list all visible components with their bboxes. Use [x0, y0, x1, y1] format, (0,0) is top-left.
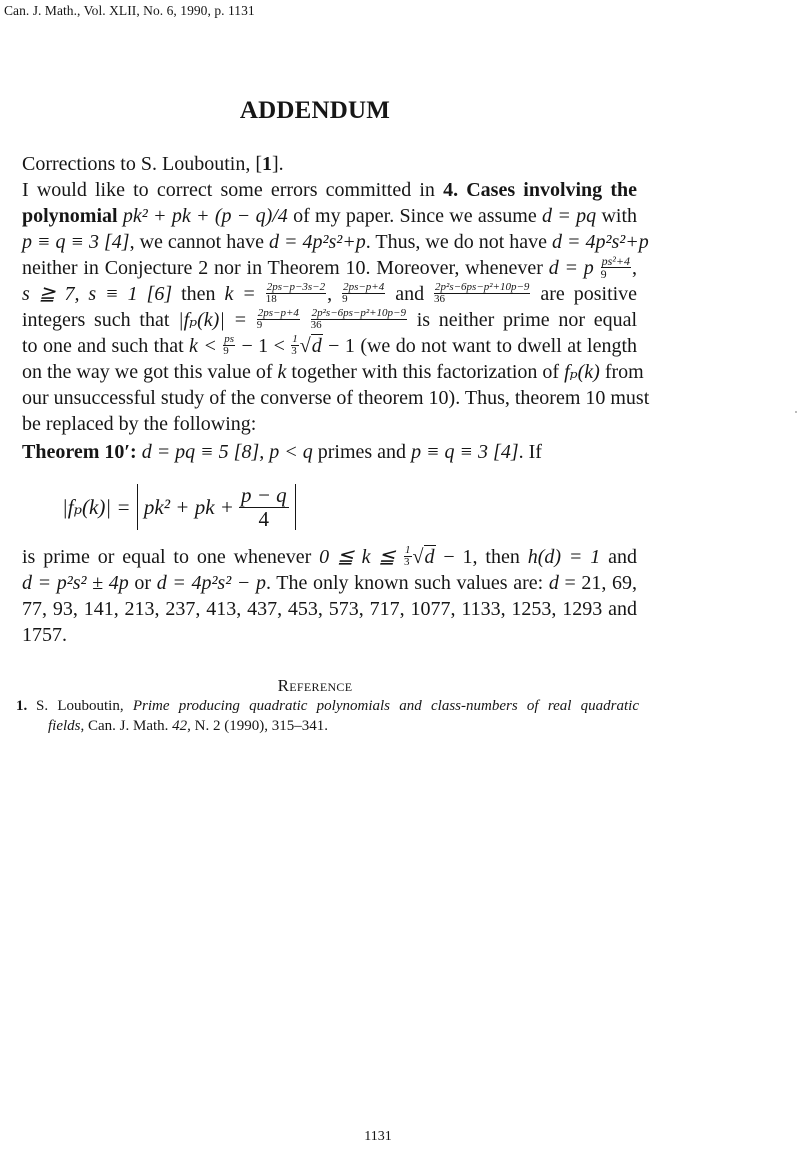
reference-line1: [36, 696, 639, 716]
reference-number: 1.: [16, 698, 28, 714]
page-number: 1131: [364, 1129, 392, 1144]
reference-pages: , N. 2 (1990), 315–341.: [187, 718, 328, 734]
text: and: [600, 546, 637, 568]
para1-line10: be replaced by the following:: [22, 413, 257, 435]
page-title: ADDENDUM: [239, 97, 391, 124]
theorem-line3: [22, 571, 637, 595]
math: s ≧ 7, s ≡ 1 [6]: [22, 283, 173, 305]
text: , we cannot have: [129, 231, 269, 253]
math: d = 4p²s² − p: [156, 572, 266, 594]
reference-volume: 42: [172, 718, 188, 734]
text: integers such that: [22, 309, 179, 331]
fraction-denominator: 9: [342, 292, 348, 305]
fraction-numerator: 2ps−p+4: [343, 280, 385, 293]
math: h(d) = 1: [527, 546, 601, 568]
equation-rhs: pk² + pk +: [143, 494, 234, 519]
para1-line2: [22, 204, 637, 228]
para1-line7: [22, 334, 637, 359]
math: k =: [224, 283, 265, 305]
text: . Thus, we do not have: [365, 231, 553, 253]
text: are positive: [540, 283, 638, 305]
fraction: [257, 308, 300, 331]
text: of my paper. Since we assume: [287, 205, 543, 227]
fraction-numerator: ps: [224, 332, 235, 345]
fraction-numerator: ps²+4: [601, 253, 630, 268]
math: d = 4p²s²+p: [268, 231, 366, 253]
theorem-line5: 1757.: [22, 624, 67, 646]
fraction-denominator: 9: [256, 318, 263, 331]
text: primes and: [312, 441, 412, 463]
math: d = p²s² ± 4p: [22, 572, 129, 594]
text: from: [599, 361, 644, 383]
reference-title-cont: fields: [48, 718, 81, 734]
text: to one and such that: [22, 335, 190, 357]
math: d = p: [548, 257, 594, 279]
theorem-line1: [22, 440, 637, 464]
scan-artifact: [795, 411, 797, 413]
para1-line5: s ≧ 7, s ≡ 1 [6] then k = $\frac{2ps-p-3s-2}{18}$ , $\frac{2ps-p+4}{9}$ and $\frac{\text{2p²s−6ps−p²+10p−9}}{36}$ are positive: [22, 280, 638, 305]
fraction-numerator: p − q: [240, 482, 287, 507]
math: 0 ≦ k ≦: [319, 546, 396, 568]
para1-line3: [22, 230, 649, 254]
math: − 1: [322, 335, 355, 357]
sqrt: √d: [412, 546, 435, 568]
journal-header: Can. J. Math., Vol. XLII, No. 6, 1990, p. 1131: [4, 3, 255, 18]
math: d = pq ≡ 5 [8], p < q: [136, 441, 313, 463]
text: . The only known such values are:: [265, 572, 549, 594]
intro-text: Corrections to S. Louboutin, [: [22, 153, 262, 175]
intro-end: ].: [271, 153, 284, 175]
math: |fₚ(k)| =: [178, 309, 256, 331]
para1-line4: neither in Conjecture 2 nor in Theorem 10. Moreover, whenever d = p $\frac{\text{ps²+4}}{9}$ ,: [22, 253, 637, 281]
theorem-line2: [22, 545, 637, 570]
math: d = pq: [542, 205, 597, 227]
reference-item: [16, 696, 640, 736]
citation-ref[interactable]: 1: [261, 153, 272, 175]
section-reference-cont: polynomial: [22, 205, 118, 227]
text: with: [596, 205, 637, 227]
sqrt: √d: [299, 335, 322, 357]
para1-line9: our unsuccessful study of the converse of theorem 10). Thus, theorem 10 must: [22, 387, 650, 409]
math: k <: [189, 335, 217, 357]
fraction: [291, 334, 299, 357]
reference-source: , Can. J. Math.: [80, 718, 173, 734]
fraction-denominator: 3: [291, 344, 297, 357]
fraction: [342, 282, 385, 305]
fraction-denominator: 9: [223, 344, 229, 357]
math: k: [277, 361, 287, 383]
text: I would like to correct some errors committed in: [22, 179, 444, 201]
text: together with this factorization of: [286, 361, 565, 383]
fraction-numerator: 1: [292, 332, 298, 345]
math: p ≡ q ≡ 3 [4]: [22, 231, 130, 253]
fraction: [404, 545, 412, 568]
text: . If: [518, 441, 542, 463]
math: d: [548, 572, 559, 594]
para1-line1: [22, 178, 637, 202]
fraction-numerator: 2p²s−6ps−p²+10p−9: [311, 306, 406, 319]
fraction: [223, 334, 235, 357]
para1-line8: [22, 360, 644, 384]
reference-title: Prime producing quadratic polynomials and class-numbers of real quadratic: [132, 698, 640, 714]
references-heading: Reference: [277, 676, 353, 695]
fraction-denominator: 36: [310, 318, 322, 331]
theorem-line4: 77, 93, 141, 213, 237, 413, 437, 453, 573, 717, 1077, 1133, 1253, 1293 and: [22, 598, 637, 620]
fraction-numerator: 2p²s−6ps−p²+10p−9: [435, 280, 530, 293]
math: d = 4p²s²+p: [552, 231, 649, 253]
math: − 1: [435, 546, 473, 568]
text: on the way we got this value of: [22, 361, 278, 383]
fraction-denominator: 4: [258, 506, 270, 531]
radicand: d: [311, 335, 322, 357]
fraction-denominator: 9: [600, 266, 607, 281]
text: then: [172, 283, 225, 305]
text: = 21, 69,: [558, 572, 637, 594]
text: is neither prime nor equal: [416, 309, 638, 331]
text: , then: [472, 546, 528, 568]
text: and: [395, 283, 434, 305]
fraction: [434, 282, 530, 305]
fraction-denominator: 36: [434, 292, 446, 305]
fraction-numerator: 2ps−p−3s−2: [266, 280, 326, 293]
para1-line6: [22, 308, 637, 333]
fraction: [266, 282, 326, 305]
text: or: [128, 572, 157, 594]
reference-line2: [36, 716, 639, 736]
text: is prime or equal to one whenever: [22, 546, 320, 568]
fraction-numerator: 1: [405, 543, 411, 556]
fraction-denominator: 3: [404, 555, 410, 568]
fraction: [311, 308, 407, 331]
fraction: [239, 484, 289, 531]
abs-bar-left: [137, 484, 138, 530]
theorem-label: Theorem 10′:: [22, 441, 137, 463]
fraction: [601, 255, 631, 280]
text: neither in Conjecture 2 nor in Theorem 10. Moreover, whenever: [22, 257, 549, 279]
math: − 1 <: [236, 335, 291, 357]
fraction-denominator: 18: [265, 292, 277, 305]
text: (we do not want to dwell at length: [360, 335, 638, 357]
intro-line: [22, 152, 637, 176]
math: fₚ(k): [564, 361, 600, 383]
math: p ≡ q ≡ 3 [4]: [411, 441, 519, 463]
equation-lhs: |fₚ(k)| =: [62, 494, 131, 519]
math-polynomial: pk² + pk + (p − q)/4: [122, 205, 288, 227]
radicand: d: [424, 546, 435, 568]
fraction-numerator: 2ps−p+4: [257, 306, 299, 319]
display-equation: [62, 482, 302, 532]
section-reference: 4. Cases involving the: [443, 179, 637, 201]
reference-author: S. Louboutin,: [36, 698, 133, 714]
abs-bar-right: [295, 484, 296, 530]
